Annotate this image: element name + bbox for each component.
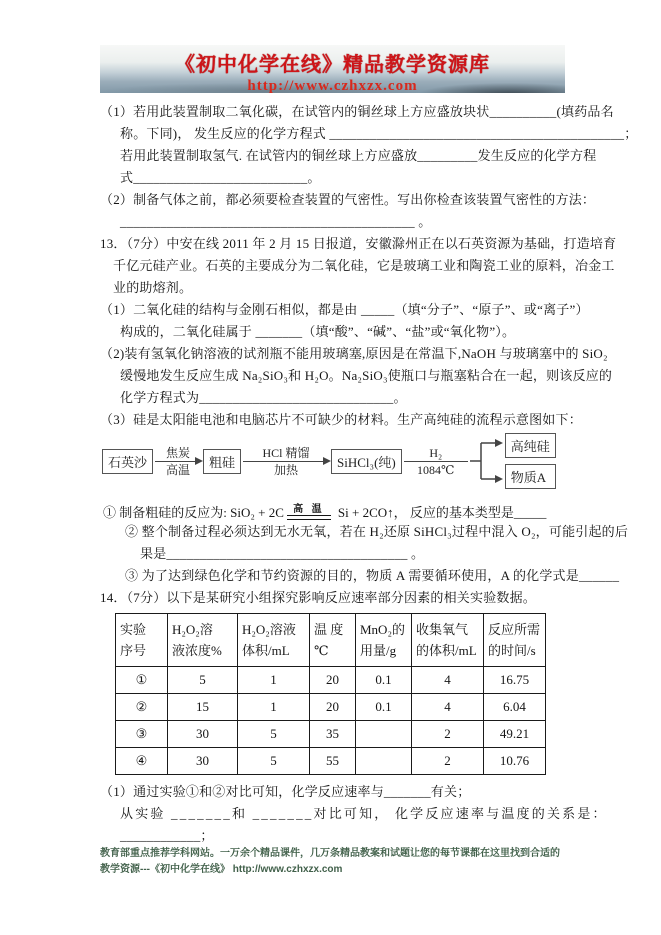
- flow-box-pure-silicon: 高纯硅: [505, 433, 556, 458]
- table-row: [116, 667, 546, 694]
- cell: 4: [412, 694, 484, 721]
- table-row: [116, 721, 546, 748]
- q13-subitem3-line: ③ 为了达到绿色化学和节约资源的目的，物质 A 需要循环使用，A 的化学式是______: [125, 568, 620, 583]
- cell: 16.75: [484, 667, 546, 694]
- equation-left: ① 制备粗硅的反应为: SiO₂ + 2C: [103, 505, 284, 520]
- footer-url-link[interactable]: http://www.czhxzx.com: [232, 864, 343, 875]
- cell: 55: [310, 748, 356, 775]
- header-oxygen-volume: 收集氧气 的体积/mL: [412, 614, 484, 667]
- flow-line: [404, 461, 468, 462]
- banner-title: 《初中化学在线》精品教学资源库: [175, 54, 490, 76]
- double-line-icon: [287, 515, 331, 520]
- q14-part1-line3: ____________；: [120, 828, 214, 843]
- q12-part2-blank-line: ____________________________________________ 。: [120, 214, 432, 229]
- q12-part1-line1: （1）若用此装置制取二氧化碳，在试管内的铜丝球上方应盛放块状__________(填药品名: [100, 104, 614, 119]
- cell: ④: [116, 748, 168, 775]
- cell: 5: [168, 667, 238, 694]
- page-footer: [100, 846, 565, 878]
- flow-arrow2-top-label: HCl 精馏: [262, 445, 310, 460]
- right-arrow-icon: [243, 461, 329, 462]
- q14-part1-line1: （1）通过实验①和②对比可知，化学反应速率与_______有关；: [100, 784, 471, 799]
- q12-part1-line2: 称。下同)， 发生反应的化学方程式 ____________________________________________；: [120, 126, 638, 141]
- cell: [356, 721, 412, 748]
- cell: 15: [168, 694, 238, 721]
- table-row: [116, 748, 546, 775]
- cell: 1: [238, 667, 310, 694]
- q13-part3-line1: （3）硅是太阳能电池和电脑芯片不可缺少的材料。生产高纯硅的流程示意图如下：: [100, 412, 582, 427]
- table-row: [116, 694, 546, 721]
- q12-part1-line3: 若用此装置制取氢气. 在试管内的铜丝球上方应盛放_________发生反应的化学方程: [120, 148, 597, 163]
- q13-part2-line2: 缓慢地发生反应生成 Na₂SiO₃和 H₂O。Na₂SiO₃使瓶口与瓶塞粘合在一起，则该反应的: [120, 368, 613, 383]
- equation-right: Si + 2CO↑， 反应的基本类型是_____: [337, 505, 547, 520]
- q12-part1-line4: 式__________________________。: [120, 170, 321, 185]
- flow-arrow-hcl: [243, 446, 329, 477]
- page-content: [100, 45, 638, 847]
- cell: 30: [168, 721, 238, 748]
- equation-condition: [287, 504, 331, 520]
- footer-line1: 教育部重点推荐学科网站。一万余个精品课件，几万条精品教案和试题让您的每节课都在这里找到合适的: [100, 848, 560, 859]
- q13-subitem1-equation-line: [103, 491, 566, 521]
- table-header-row: [116, 614, 546, 667]
- flow-output-column: [505, 433, 556, 489]
- header-mno2-amount: MnO₂的 用量/g: [356, 614, 412, 667]
- q13-subitem2-line1: ② 整个制备过程必须达到无水无氧，若在 H₂还原 SiHCl₃过程中混入 O₂，可能引起的后: [125, 524, 629, 539]
- q13-part1-line1: （1）二氧化硅的结构与金刚石相似，都是由 _____（填“分子”、“原子”、或“离子”）: [100, 302, 589, 317]
- header-temperature: 温 度 ℃: [310, 614, 356, 667]
- cell: 35: [310, 721, 356, 748]
- q12-part2-line1: （2）制备气体之前，都必须要检查装置的气密性。写出你检查该装置气密性的方法：: [100, 192, 596, 207]
- cell: [356, 748, 412, 775]
- header-h2o2-volume: H₂O₂溶液 体积/mL: [238, 614, 310, 667]
- cell: 6.04: [484, 694, 546, 721]
- flow-arrow2-bottom-label: 加热: [274, 462, 299, 477]
- flow-box-crude-silicon: 粗硅: [203, 449, 241, 474]
- flow-box-sihcl3: SiHCl₃(纯): [331, 449, 402, 474]
- flow-arrow1-bottom-label: 高温: [166, 462, 191, 477]
- cell: ②: [116, 694, 168, 721]
- header-h2o2-concentration: H₂O₂溶 液浓度%: [168, 614, 238, 667]
- cell: 5: [238, 748, 310, 775]
- flow-connector-h2: [404, 446, 468, 477]
- experiment-data-table: [115, 613, 546, 775]
- cell: 20: [310, 694, 356, 721]
- flow-box-substance-a: 物质A: [505, 464, 556, 489]
- footer-line2-text: 教学资源---《初中化学在线》: [100, 864, 230, 875]
- q14-heading: 14．（7分）以下是某研究小组探究影响反应速率部分因素的相关实验数据。: [100, 590, 537, 605]
- header-reaction-time: 反应所需 的时间/s: [484, 614, 546, 667]
- cell: 1: [238, 694, 310, 721]
- cell: 5: [238, 721, 310, 748]
- equation-condition-label: 高 温: [293, 504, 325, 515]
- cell: ①: [116, 667, 168, 694]
- flow-arrow-coke: [155, 446, 201, 477]
- cell: ③: [116, 721, 168, 748]
- cell: 2: [412, 721, 484, 748]
- cell: 30: [168, 748, 238, 775]
- footer-line2: [100, 862, 565, 878]
- flow-fork-icon: [470, 432, 504, 490]
- q13-heading-line3: 业的助熔剂。: [113, 280, 193, 295]
- cell: 10.76: [484, 748, 546, 775]
- cell: 2: [412, 748, 484, 775]
- q14-part1-line2: 从实验 _______和 _______对比可知， 化学反应速率与温度的关系是：: [120, 806, 608, 821]
- header-experiment-no: 实验 序号: [116, 614, 168, 667]
- q13-part2-line1: （2)装有氢氧化钠溶液的试剂瓶不能用玻璃塞,原因是在常温下,NaOH 与玻璃塞中的 SiO₂: [100, 346, 608, 361]
- silicon-flow-diagram: [102, 433, 566, 489]
- cell: 0.1: [356, 667, 412, 694]
- flow-arrow3-top-label: H₂: [429, 445, 443, 460]
- q13-subitem2-line2: 果是____________________________________ 。: [140, 546, 425, 561]
- q13-heading-line1: 13．（7分）中安在线 2011 年 2 月 15 日报道，安徽滁州正在以石英资源为基础，打造培育: [100, 236, 617, 251]
- cell: 20: [310, 667, 356, 694]
- q13-part1-line2: 构成的，二氧化硅属于 _______（填“酸”、“碱”、“盐”或“氧化物”）。: [120, 324, 516, 339]
- site-banner: [100, 45, 565, 93]
- cell: 49.21: [484, 721, 546, 748]
- flow-arrow3-bottom-label: 1084℃: [417, 462, 455, 477]
- q13-heading-line2: 千亿元硅产业。石英的主要成分为二氧化硅，它是玻璃工业和陶瓷工业的原料，冶金工: [113, 258, 615, 273]
- right-arrow-icon: [155, 461, 201, 462]
- q13-part2-line3: 化学方程式为_____________________________。: [120, 390, 407, 405]
- cell: 0.1: [356, 694, 412, 721]
- cell: 4: [412, 667, 484, 694]
- flow-box-quartz-sand: 石英沙: [102, 449, 153, 474]
- banner-url-link[interactable]: http://www.czhxzx.com: [247, 78, 418, 94]
- flow-arrow1-top-label: 焦炭: [166, 445, 191, 460]
